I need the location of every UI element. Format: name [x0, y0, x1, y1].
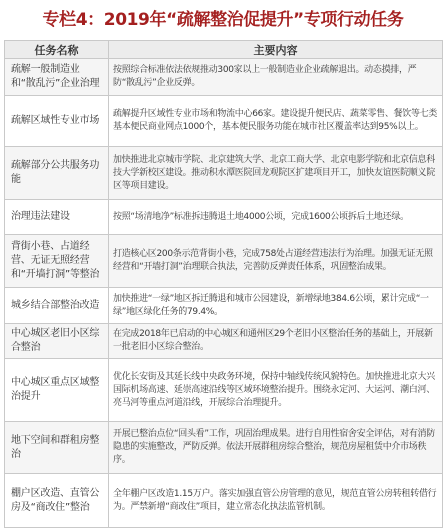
task-name-cell: 治理违法建设 [5, 200, 109, 235]
task-content-cell: 按照综合标准依法依规推动300家以上一般制造业企业疏解退出。动态摸排，严防“散乱污”企业反弹。 [109, 59, 443, 96]
table-row [5, 96, 443, 147]
task-content-cell: 加快推进北京城市学院、北京建筑大学、北京工商大学、北京电影学院和北京信息科技大学新校区建设。推动积水潭医院回龙观院区扩建项目开工，加快友谊医院顺义院区等项目建设。 [109, 147, 443, 200]
table-row [5, 359, 443, 422]
table-row [5, 324, 443, 359]
table-row [5, 474, 443, 528]
task-name-cell: 地下空间和群租房整治 [5, 422, 109, 474]
task-name-cell: 城乡结合部整治改造 [5, 288, 109, 324]
table-row [5, 235, 443, 288]
table-row [5, 200, 443, 235]
task-name-cell: 疏解部分公共服务功能 [5, 147, 109, 200]
header-main-content: 主要内容 [109, 41, 443, 59]
task-content-cell: 在完成2018年已启动的中心城区和通州区29个老旧小区整治任务的基础上，开展新一批老旧小区综合整治。 [109, 324, 443, 359]
task-content-cell: 疏解提升区域性专业市场和物流中心66家。建设提升便民店、蔬菜零售、餐饮等七类基本便民商业网点1000个，基本便民服务功能在城市社区覆盖率达到95%以上。 [109, 96, 443, 147]
header-task-name: 任务名称 [5, 41, 109, 59]
task-content-cell: 打造核心区200条示范背街小巷，完成758处占道经营违法行为治理。加强无证无照经营和“开墙打洞”治理联合执法，完善防反弹责任体系，巩固整治成果。 [109, 235, 443, 288]
task-name-cell: 疏解区域性专业市场 [5, 96, 109, 147]
task-name-cell: 中心城区老旧小区综合整治 [5, 324, 109, 359]
task-content-cell: 按照“场清地净”标准拆违腾退土地4000公顷，完成1600公顷拆后土地还绿。 [109, 200, 443, 235]
task-name-cell: 疏解一般制造业和“散乱污”企业治理 [5, 59, 109, 96]
task-name-cell: 棚户区改造、直管公房及“商改住”整治 [5, 474, 109, 528]
task-name-cell: 中心城区重点区域整治提升 [5, 359, 109, 422]
task-content-cell: 全年棚户区改造1.15万户。落实加强直管公房管理的意见，规范直管公房转租转借行为。严禁新增“商改住”项目，建立常态化执法监管机制。 [109, 474, 443, 528]
table-row [5, 422, 443, 474]
task-content-cell: 加快推进“一绿”地区拆迁腾退和城市公园建设，新增绿地384.6公顷，累计完成“一绿”地区绿化任务的79.4%。 [109, 288, 443, 324]
task-name-cell: 背街小巷、占道经营、无证无照经营和“开墙打洞”等整治 [5, 235, 109, 288]
task-content-cell: 优化长安街及其延长线中央政务环境，保持中轴线传统风貌特色。加快推进北京大兴国际机场高速、延崇高速沿线等区域环境整治提升。围绕永定河、大运河、潮白河、亮马河等重点河道沿线，开展综合治理提升。 [109, 359, 443, 422]
table-row [5, 147, 443, 200]
table-header-row [5, 41, 443, 59]
task-content-cell: 开展已整治点位“回头看”工作，巩固治理成果。进行自用性宿舍安全评估，对有消防隐患的实施整改，严防反弹。依法开展群租房综合整治，规范房屋租赁中介市场秩序。 [109, 422, 443, 474]
task-table [4, 40, 443, 528]
table-row [5, 59, 443, 96]
page-title: 专栏4：2019年“疏解整治促提升”专项行动任务 [42, 10, 404, 30]
table-row [5, 288, 443, 324]
